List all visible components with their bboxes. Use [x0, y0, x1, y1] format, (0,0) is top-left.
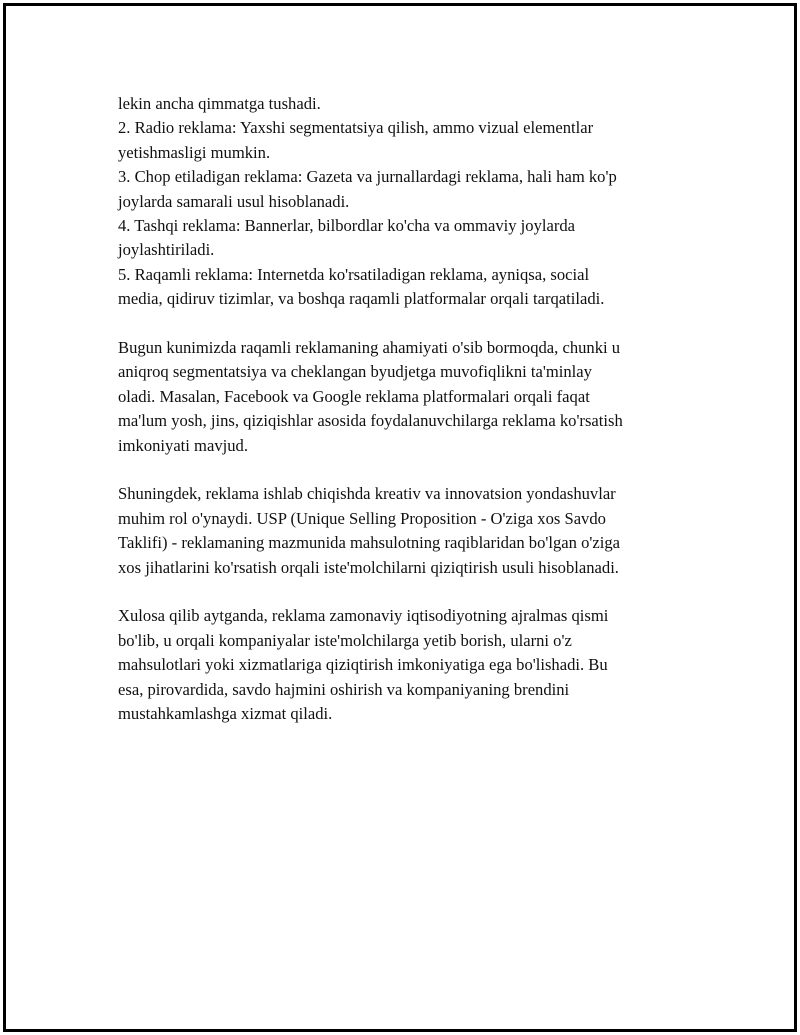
text-line: aniqroq segmentatsiya va cheklangan byudjetga muvofiqlikni ta'minlay	[118, 362, 592, 382]
paragraph-ad-types-list	[118, 92, 693, 312]
paragraph-creative-usp	[118, 482, 693, 580]
text-line: ma'lum yosh, jins, qiziqishlar asosida foydalanuvchilarga reklama ko'rsatish	[118, 411, 623, 431]
text-line: imkoniyati mavjud.	[118, 435, 248, 455]
paragraph-digital-advertising	[118, 336, 693, 458]
text-line: 3. Chop etiladigan reklama: Gazeta va jurnallardagi reklama, hali ham ko'p	[118, 167, 617, 187]
text-line: muhim rol o'ynaydi. USP (Unique Selling Proposition - O'ziga xos Savdo	[118, 508, 606, 528]
document-body	[118, 92, 693, 751]
text-line: oladi. Masalan, Facebook va Google reklama platformalari orqali faqat	[118, 386, 590, 406]
text-line: 4. Tashqi reklama: Bannerlar, bilbordlar ko'cha va ommaviy joylarda	[118, 216, 576, 236]
text-line: Taklifi) - reklamaning mazmunida mahsulotning raqiblaridan bo'lgan o'ziga	[118, 533, 621, 553]
text-line: joylarda samarali usul hisoblanadi.	[118, 191, 350, 211]
text-line: media, qidiruv tizimlar, va boshqa raqamli platformalar orqali tarqatiladi.	[118, 289, 605, 309]
text-line: Xulosa qilib aytganda, reklama zamonaviy iqtisodiyotning ajralmas qismi	[118, 606, 609, 626]
text-line: joylashtiriladi.	[118, 240, 215, 260]
text-line: lekin ancha qimmatga tushadi.	[118, 94, 321, 113]
text-line: Shuningdek, reklama ishlab chiqishda kreativ va innovatsion yondashuvlar	[118, 484, 616, 504]
text-line: yetishmasligi mumkin.	[118, 142, 271, 162]
text-line: 2. Radio reklama: Yaxshi segmentatsiya qilish, ammo vizual elementlar	[118, 118, 594, 138]
text-line: esa, pirovardida, savdo hajmini oshirish va kompaniyaning brendini	[118, 679, 570, 699]
text-line: mahsulotlari yoki xizmatlariga qiziqtirish imkoniyatiga ega bo'lishadi. Bu	[118, 655, 608, 675]
text-line: 5. Raqamli reklama: Internetda ko'rsatiladigan reklama, ayniqsa, social	[118, 264, 590, 284]
text-line: xos jihatlarini ko'rsatish orqali iste'molchilarni qiziqtirish usuli hisoblanadi.	[118, 557, 619, 577]
text-line: Bugun kunimizda raqamli reklamaning ahamiyati o'sib bormoqda, chunki u	[118, 338, 621, 358]
text-line: bo'lib, u orqali kompaniyalar iste'molchilarga yetib borish, ularni o'z	[118, 630, 572, 650]
text-line: mustahkamlashga xizmat qiladi.	[118, 704, 333, 724]
paragraph-conclusion	[118, 604, 693, 726]
